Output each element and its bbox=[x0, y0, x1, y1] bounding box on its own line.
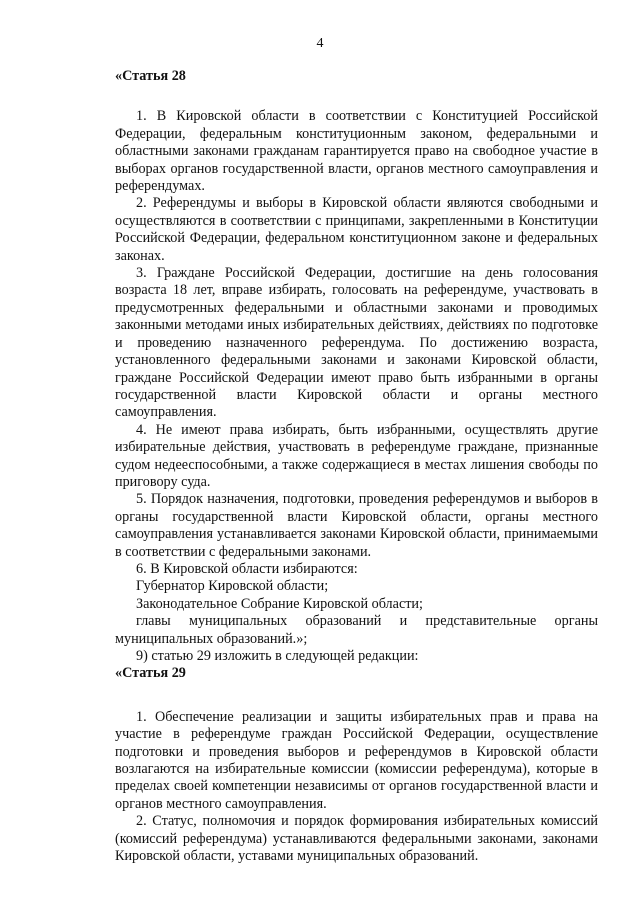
article-28-para-3: 3. Граждане Российской Федерации, достигшие на день голосования возраста 18 лет, вправе избирать, голосовать на референдуме, участвовать в предусмотренных федеральными и областными законами и проводимых законными методами иных избирательных действиях, действиях по подготовке и проведению назначенного референдума. По достижению возраста, установленного федеральными законами и законами Кировской области, граждане Российской Федерации имеют право быть избранными в органы государственной власти Кировской области и органы местного самоуправления. bbox=[115, 265, 598, 421]
article-28-list-item-municipal: главы муниципальных образований и представительные органы муниципальных образований.»; bbox=[115, 613, 598, 647]
amendment-instruction: 9) статью 29 изложить в следующей редакции: bbox=[136, 648, 419, 664]
document-body bbox=[115, 68, 598, 865]
article-28-heading: «Статья 28 bbox=[115, 68, 186, 84]
article-28-para-5: 5. Порядок назначения, подготовки, проведения референдумов и выборов в органы государственной власти Кировской области, органы местного самоуправления устанавливается законами Кировской области, принимаемыми в соответствии с федеральными законами. bbox=[115, 491, 598, 560]
page-number: 4 bbox=[316, 36, 324, 51]
article-28-para-1: 1. В Кировской области в соответствии с Конституцией Российской Федерации, федеральным конституционным законом, федеральными и областными законами гражданам гарантируется право на свободное участие в выборах органов государственной власти, органов местного самоуправления и референдумах. bbox=[115, 108, 598, 195]
article-28-list-item-assembly: Законодательное Собрание Кировской области; bbox=[136, 595, 423, 612]
article-29-heading: «Статья 29 bbox=[115, 665, 186, 682]
article-28-para-4: 4. Не имеют права избирать, быть избранными, осуществлять другие избирательные действия, участвовать в референдуме граждане, признанные судом недееспособными, а также содержащиеся в местах лишения свободы по приговору суда. bbox=[115, 421, 598, 490]
article-29-para-1: 1. Обеспечение реализации и защиты избирательных прав и права на участие в референдуме граждан Российской Федерации, осуществление подготовки и проведения выборов и референдумов в Кировской области возлагаются на избирательные комиссии (комиссии референдума), которые в пределах своей компетенции независимы от органов государственной власти и органов местного самоуправления. bbox=[115, 708, 598, 812]
article-28-list-item-governor: Губернатор Кировской области; bbox=[136, 578, 329, 595]
article-28-para-6: 6. В Кировской области избираются: bbox=[136, 560, 358, 577]
article-29-para-2: 2. Статус, полномочия и порядок формирования избирательных комиссий (комиссий референдума) устанавливаются федеральными законами, законами Кировской области, уставами муниципальных образований. bbox=[115, 813, 598, 865]
article-28-para-2: 2. Референдумы и выборы в Кировской области являются свободными и осуществляются в соответствии с принципами, закрепленными в Конституции Российской Федерации, федеральном конституционном законе и федеральных законах. bbox=[115, 195, 598, 264]
